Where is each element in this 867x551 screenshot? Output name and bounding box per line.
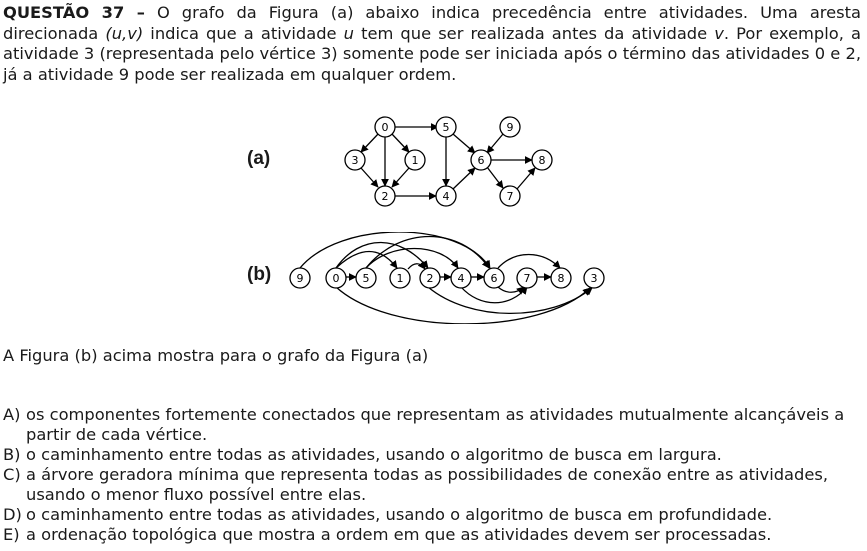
edge-1-2 bbox=[392, 168, 409, 187]
question-text bbox=[3, 3, 861, 85]
svg-text:2: 2 bbox=[426, 272, 434, 285]
question-mid-2: tem que ser realizada antes da atividade bbox=[361, 23, 708, 43]
option-letter: D) bbox=[3, 505, 22, 524]
edge-6-7 bbox=[487, 167, 503, 188]
option-text: o caminhamento entre todas as atividades, usando o algoritmo de busca em profundidade. bbox=[26, 505, 773, 524]
question-number: QUESTÃO 37 – bbox=[3, 3, 145, 22]
question-mid-1: indica que a atividade bbox=[150, 23, 337, 43]
edge-9-6 bbox=[487, 134, 503, 153]
edge-4-6 bbox=[453, 168, 475, 189]
node-b-8 bbox=[551, 268, 571, 288]
svg-text:3: 3 bbox=[590, 272, 598, 285]
edge-pair: (u,v) bbox=[105, 23, 144, 43]
option-letter: C) bbox=[3, 465, 21, 484]
svg-text:5: 5 bbox=[362, 272, 370, 285]
svg-text:9: 9 bbox=[506, 121, 514, 134]
node-b-7 bbox=[517, 268, 537, 288]
node-b-9 bbox=[290, 268, 310, 288]
node-1 bbox=[405, 150, 425, 170]
svg-text:8: 8 bbox=[538, 154, 546, 167]
figure-b-label: (b) bbox=[247, 264, 272, 285]
node-9 bbox=[500, 117, 520, 137]
edge-7-8 bbox=[517, 168, 535, 189]
option-c[interactable] bbox=[3, 465, 861, 505]
svg-text:4: 4 bbox=[442, 190, 450, 203]
node-b-5 bbox=[356, 268, 376, 288]
var-v: v bbox=[714, 23, 724, 43]
node-6 bbox=[471, 150, 491, 170]
option-b[interactable] bbox=[3, 445, 861, 465]
svg-text:8: 8 bbox=[557, 272, 565, 285]
figure-a-label: (a) bbox=[247, 148, 271, 169]
node-8 bbox=[532, 150, 552, 170]
svg-text:7: 7 bbox=[523, 272, 531, 285]
figure-b-graph bbox=[280, 232, 620, 324]
option-letter: B) bbox=[3, 445, 21, 464]
node-b-6 bbox=[484, 268, 504, 288]
option-text: o caminhamento entre todas as atividades, usando o algoritmo de busca em largura. bbox=[26, 445, 722, 464]
edge-b-5-6 bbox=[366, 237, 489, 269]
edge-0-1 bbox=[391, 133, 409, 152]
svg-text:9: 9 bbox=[296, 272, 304, 285]
option-letter: E) bbox=[3, 525, 20, 544]
option-letter: A) bbox=[3, 405, 21, 424]
option-text: os componentes fortemente conectados que representam as atividades mutualmente alcançáveis a partir de cada vértice. bbox=[26, 405, 845, 444]
svg-text:0: 0 bbox=[332, 272, 340, 285]
svg-text:6: 6 bbox=[490, 272, 498, 285]
svg-text:2: 2 bbox=[381, 190, 389, 203]
node-5 bbox=[436, 117, 456, 137]
answer-options bbox=[3, 405, 861, 545]
svg-text:7: 7 bbox=[506, 190, 514, 203]
edge-b-4-7 bbox=[461, 287, 527, 303]
edge-b-1-2 bbox=[408, 264, 425, 269]
svg-text:6: 6 bbox=[477, 154, 485, 167]
option-e[interactable] bbox=[3, 525, 861, 545]
node-0 bbox=[375, 117, 395, 137]
edge-b-6-8 bbox=[498, 255, 560, 269]
svg-text:0: 0 bbox=[381, 121, 389, 134]
edge-0-3 bbox=[361, 133, 379, 152]
node-b-1 bbox=[390, 268, 410, 288]
edge-5-6 bbox=[453, 134, 475, 153]
edge-b-9-6 bbox=[300, 232, 490, 268]
figure-a-graph bbox=[330, 112, 570, 212]
lead-sentence: A Figura (b) acima mostra para o grafo da Figura (a) bbox=[3, 346, 429, 365]
edge-b-6-7 bbox=[498, 287, 524, 292]
svg-text:3: 3 bbox=[351, 154, 359, 167]
question-rest: . Por exemplo, a atividade 3 (representada pelo vértice 3) somente pode ser iniciada após o término das atividades 0 e 2, já a atividade 9 pode ser realizada em qualquer ordem. bbox=[3, 23, 861, 84]
var-u: u bbox=[343, 23, 354, 43]
node-b-3 bbox=[584, 268, 604, 288]
node-b-0 bbox=[326, 268, 346, 288]
node-7 bbox=[500, 186, 520, 206]
svg-text:4: 4 bbox=[457, 272, 465, 285]
node-b-2 bbox=[420, 268, 440, 288]
node-3 bbox=[345, 150, 365, 170]
node-4 bbox=[436, 186, 456, 206]
option-a[interactable] bbox=[3, 405, 861, 445]
node-2 bbox=[375, 186, 395, 206]
svg-text:5: 5 bbox=[442, 121, 450, 134]
node-b-4 bbox=[451, 268, 471, 288]
svg-text:1: 1 bbox=[396, 272, 404, 285]
question-intro: O grafo da Figura (a) abaixo indica precedência entre atividades. Uma aresta direcionada bbox=[3, 3, 862, 43]
svg-text:1: 1 bbox=[411, 154, 419, 167]
option-text: a árvore geradora mínima que representa todas as possibilidades de conexão entre as atividades, usando o menor fluxo possível entre elas. bbox=[26, 465, 829, 504]
option-text: a ordenação topológica que mostra a ordem em que as atividades devem ser processadas. bbox=[26, 525, 772, 544]
edge-3-2 bbox=[361, 168, 378, 187]
option-d[interactable] bbox=[3, 505, 861, 525]
